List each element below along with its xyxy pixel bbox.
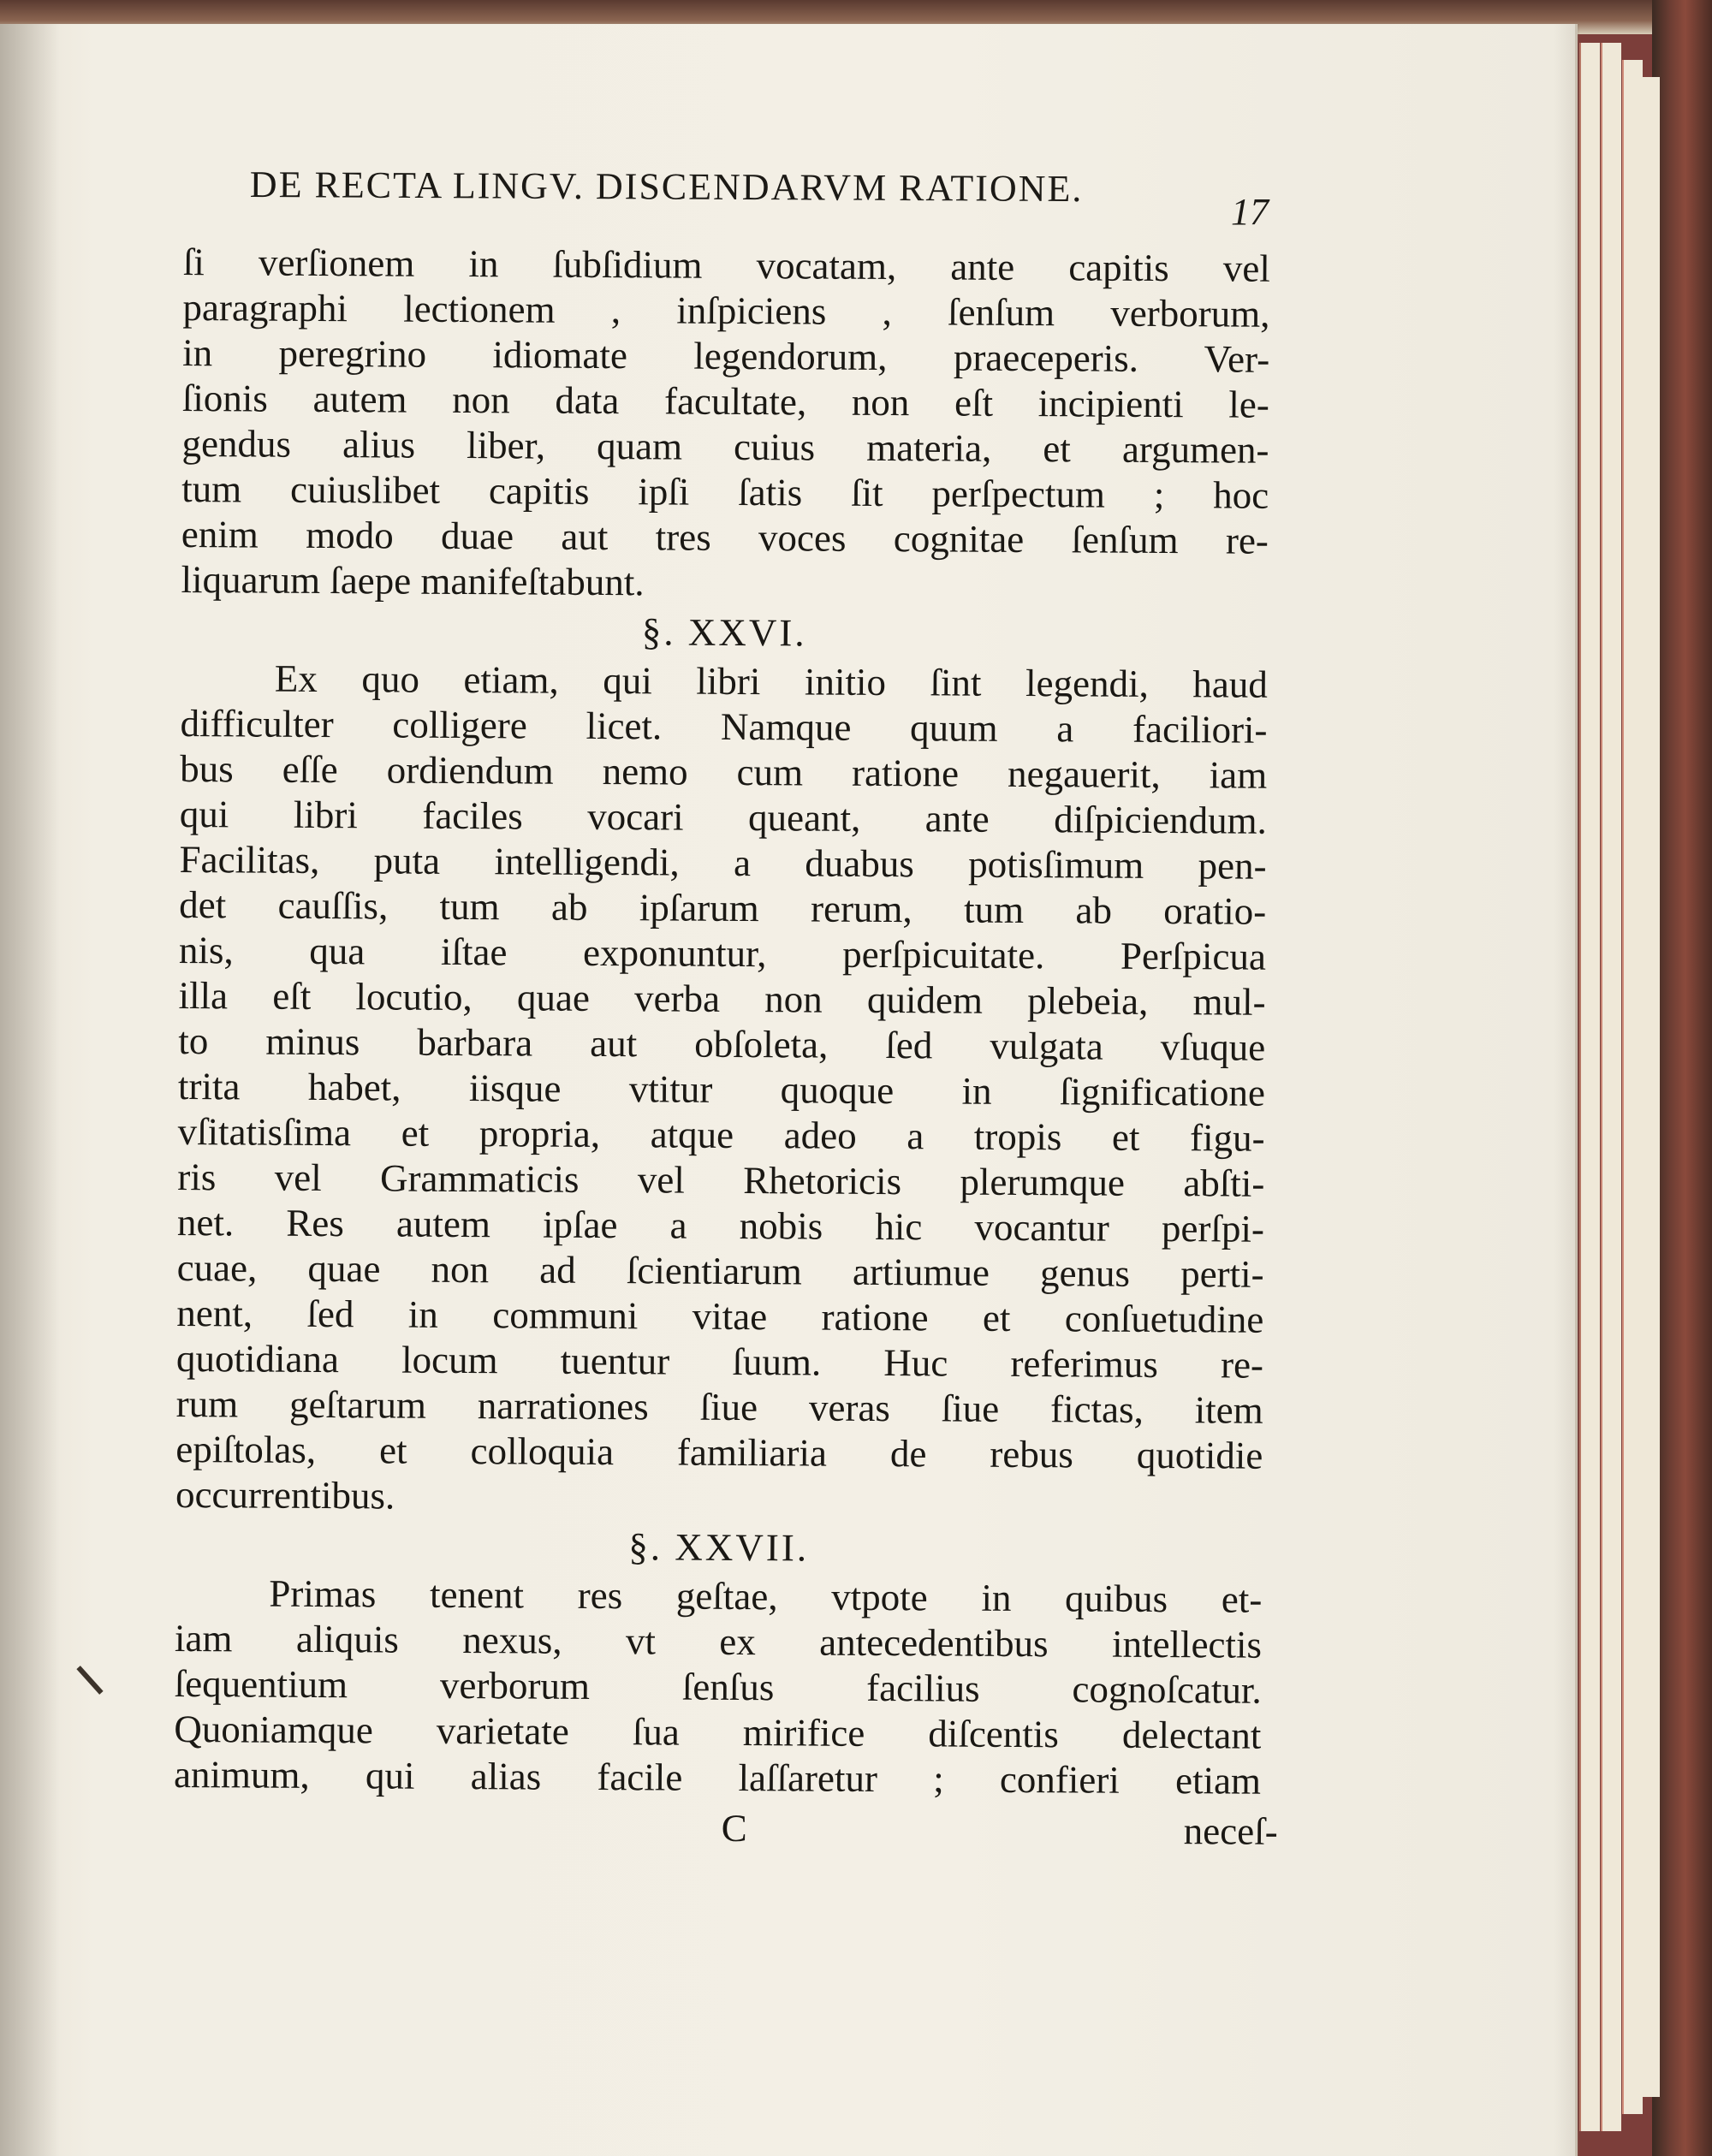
text-line: ſionis autem non data facultate, non eſt incipienti le-	[181, 376, 1269, 426]
text-line: bus eſſe ordiendum nemo cum ratione negauerit, iam	[180, 746, 1268, 797]
text-line: in peregrino idiomate legendorum, praeceperis. Ver-	[182, 330, 1270, 381]
text-line: ſequentium verborum ſenſus facilius cognoſcatur.	[174, 1661, 1262, 1712]
catchword: neceſ-	[1183, 1809, 1278, 1853]
text-line: nis, qua iſtae exponuntur, perſpicuitate. Perſpicua	[178, 928, 1267, 978]
text-line: gendus alius liber, quam cuius materia, et argumen-	[181, 421, 1269, 472]
text-line: quotidiana locum tuentur ſuum. Huc referimus re-	[175, 1336, 1264, 1387]
page-number: 17	[1231, 191, 1269, 233]
text-line: paragraphi lectionem , inſpiciens , ſenſum verborum,	[182, 285, 1270, 336]
text-line: rum geſtarum narrationes ſiue veras ſiue fictas, item	[175, 1381, 1263, 1432]
text-line: occurrentibus.	[175, 1472, 395, 1518]
running-header: DE RECTA LINGV. DISCENDARVM RATIONE.	[249, 163, 1084, 211]
text-line: nent, ſed in communi vitae ratione et conſuetudine	[176, 1291, 1264, 1341]
text-line: tum cuiuslibet capitis ipſi ſatis ſit perſpectum ; hoc	[181, 466, 1269, 517]
section-heading: §. XXVII.	[628, 1525, 810, 1570]
page-edge	[1622, 60, 1643, 2114]
text-line: vſitatisſima et propria, atque adeo a tropis et figu-	[177, 1109, 1265, 1160]
text-line: enim modo duae aut tres voces cognitae ſenſum re-	[181, 512, 1269, 562]
text-line: ris vel Grammaticis vel Rhetoricis plerumque abſti-	[177, 1155, 1265, 1205]
text-line: epiſtolas, et colloquia familiaria de rebus quotidie	[175, 1427, 1263, 1477]
text-line: illa eſt locutio, quae verba non quidem plebeia, mul-	[178, 973, 1266, 1024]
text-line: Primas tenent res geſtae, vtpote in quibus et-	[269, 1571, 1263, 1621]
signature-mark: C	[721, 1806, 747, 1850]
text-line: Facilitas, puta intelligendi, a duabus potisſimum pen-	[179, 837, 1267, 888]
text-line: animum, qui alias facile laſſaretur ; confieri etiam	[173, 1752, 1262, 1803]
text-line: det cauſſis, tum ab ipſarum rerum, tum ab oratio-	[179, 882, 1267, 933]
text-line: to minus barbara aut obſoleta, ſed vulgata vſuque	[178, 1019, 1266, 1069]
page-edge	[1579, 43, 1600, 2131]
text-line: difficulter colligere licet. Namque quum a faciliori-	[180, 701, 1268, 751]
gutter-shadow	[0, 24, 60, 2156]
text-line: liquarum ſaepe manifeſtabunt.	[181, 557, 645, 604]
text-line: Ex quo etiam, qui libri initio ſint legendi, haud	[274, 656, 1269, 706]
body-text	[173, 240, 1278, 1857]
text-line: iam aliquis nexus, vt ex antecedentibus intellectis	[174, 1616, 1263, 1666]
text-line: ſi verſionem in ſubſidium vocatam, ante capitis vel	[182, 240, 1270, 290]
text-line: net. Res autem ipſae a nobis hic vocantur perſpi-	[176, 1200, 1265, 1250]
text-line: trita habet, iisque vtitur quoque in ſignificatione	[177, 1064, 1266, 1114]
book-binding	[1652, 0, 1712, 2156]
page-footer	[174, 1803, 1278, 1857]
section-heading: §. XXVI.	[641, 610, 807, 655]
page-fold	[1554, 24, 1579, 2156]
text-line: qui libri faciles vocari queant, ante diſpiciendum.	[179, 792, 1268, 842]
text-line: cuae, quae non ad ſcientiarum artiumue genus perti-	[176, 1245, 1264, 1296]
text-line: Quoniamque varietate ſua mirifice diſcentis delectant	[174, 1707, 1262, 1757]
page-edge	[1601, 43, 1621, 2131]
